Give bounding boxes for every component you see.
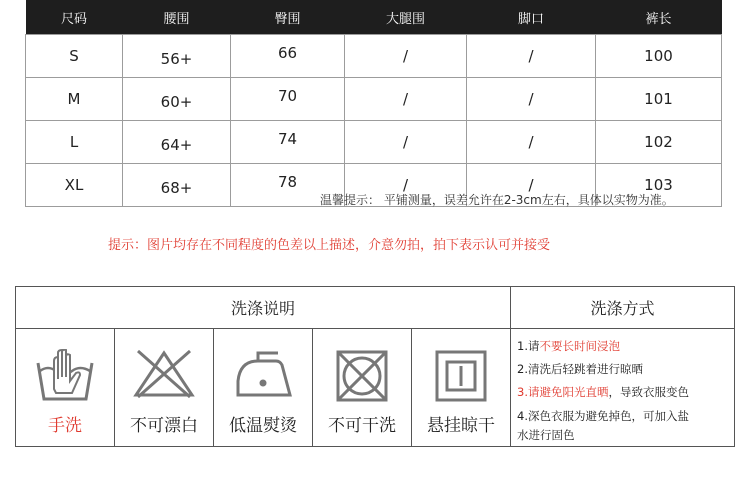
- cell-thigh: /: [345, 35, 467, 78]
- size-table: [25, 0, 722, 207]
- care-symbol-no-bleach: [115, 329, 214, 446]
- method-item: 4.深色衣服为避免掉色，可加入盐: [517, 409, 689, 423]
- cell-thigh: /: [345, 78, 467, 121]
- header-hip: 臀围: [231, 0, 345, 35]
- method-item: 3.请避免阳光直晒，导致衣服变色: [517, 385, 689, 399]
- no-dry-clean-label: 不可干洗: [328, 416, 396, 436]
- low-iron-icon: [232, 349, 294, 405]
- cell-waist: 64+: [123, 121, 231, 164]
- cell-size: XL: [26, 164, 123, 207]
- care-symbol-hang-dry: [412, 329, 511, 446]
- care-symbol-low-iron: [214, 329, 313, 446]
- measurement-tip: 温馨提示： 平铺测量，误差允许在2-3cm左右，具体以实物为准。: [320, 193, 674, 207]
- low-iron-label: 低温熨烫: [229, 416, 297, 436]
- cell-waist: 60+: [123, 78, 231, 121]
- method-item: 1.请不要长时间浸泡: [517, 339, 620, 353]
- cell-length: 102: [596, 121, 722, 164]
- cell-thigh: /: [345, 121, 467, 164]
- cell-length: 103: [596, 164, 722, 207]
- hang-dry-icon: [434, 349, 488, 407]
- method-item: 2.清洗后轻跳着进行晾晒: [517, 362, 643, 376]
- cell-waist: 56+: [123, 35, 231, 78]
- hand-wash-icon: [34, 349, 96, 407]
- cell-hem: /: [467, 121, 596, 164]
- cell-size: S: [26, 35, 123, 78]
- header-hem: 脚口: [467, 0, 596, 35]
- cell-waist: 68+: [123, 164, 231, 207]
- hang-dry-label: 悬挂晾干: [427, 416, 495, 436]
- cell-hem: /: [467, 78, 596, 121]
- cell-length: 100: [596, 35, 722, 78]
- cell-hip: 70: [231, 78, 345, 121]
- cell-size: M: [26, 78, 123, 121]
- cell-hip: 74: [231, 121, 345, 164]
- cell-hip: 66: [231, 35, 345, 78]
- cell-hem: /: [467, 35, 596, 78]
- no-bleach-icon: [132, 349, 196, 403]
- care-symbols-title: 洗涤说明: [16, 287, 511, 329]
- cell-size: L: [26, 121, 123, 164]
- header-waist: 腰围: [123, 0, 231, 35]
- header-length: 裤长: [596, 0, 722, 35]
- washing-methods-list: [517, 335, 728, 445]
- hand-wash-label: 手洗: [48, 416, 82, 436]
- method-item-continued: 水进行固色: [517, 428, 575, 442]
- care-instructions: [15, 286, 735, 447]
- table-row: [26, 35, 722, 78]
- care-symbol-no-dry-clean: [313, 329, 412, 446]
- color-difference-notice: 提示：图片均存在不同程度的色差以上描述，介意勿拍，拍下表示认可并接受: [108, 238, 551, 253]
- cell-length: 101: [596, 78, 722, 121]
- header-thigh: 大腿围: [345, 0, 467, 35]
- table-row: [26, 121, 722, 164]
- care-methods-title: 洗涤方式: [511, 287, 734, 329]
- cell-thigh: /: [345, 164, 467, 207]
- table-row: [26, 78, 722, 121]
- header-size: 尺码: [26, 0, 123, 35]
- no-bleach-label: 不可漂白: [130, 416, 198, 436]
- cell-hip: 78: [231, 164, 345, 207]
- no-dry-clean-icon: [335, 349, 389, 407]
- care-symbol-hand-wash: [16, 329, 115, 446]
- cell-hem: /: [467, 164, 596, 207]
- size-table-header-row: [26, 0, 722, 35]
